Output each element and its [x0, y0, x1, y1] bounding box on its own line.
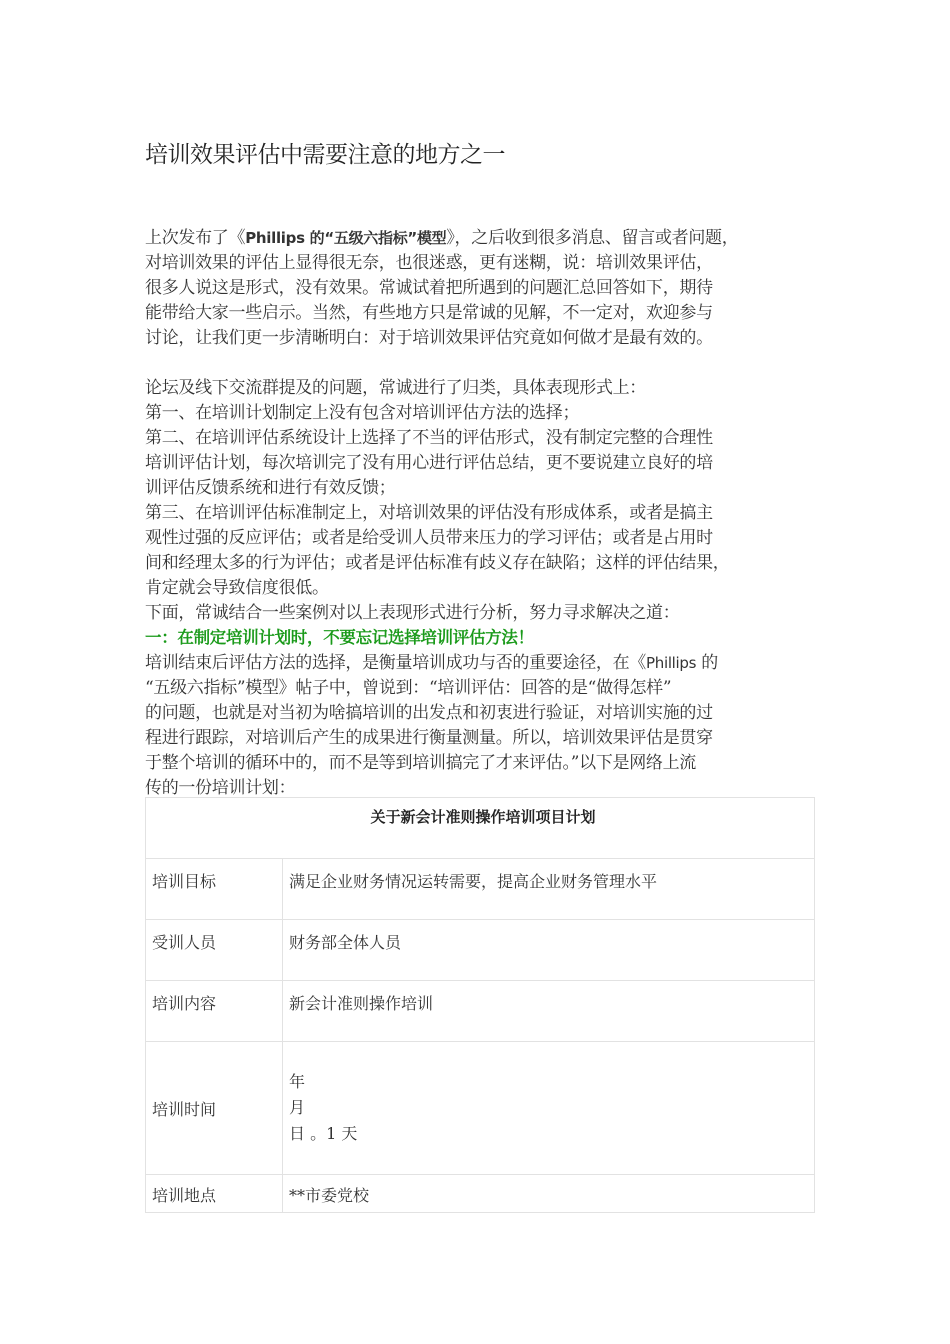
body-line: 的问题，也就是对当初为啥搞培训的出发点和初衷进行验证，对培训实施的过 — [145, 703, 713, 723]
section-heading: 一：在制定培训计划时，不要忘记选择培训评估方法！ — [145, 628, 534, 647]
body-line: 程进行跟踪，对培训后产生的成果进行衡量测量。所以，培训效果评估是贯穿 — [145, 728, 713, 748]
training-plan-table — [145, 797, 815, 1213]
intro-line-1 — [145, 226, 738, 250]
body-line: 训评估反馈系统和进行有效反馈； — [145, 478, 396, 498]
body-latin: Phillips — [646, 654, 697, 672]
row-value: 新会计准则操作培训 — [283, 981, 815, 1042]
row-value: 满足企业财务情况运转需要，提高企业财务管理水平 — [283, 859, 815, 920]
row-value: 财务部全体人员 — [283, 920, 815, 981]
page-title: 培训效果评估中需要注意的地方之一 — [145, 142, 505, 168]
row-value: **市委党校 — [283, 1175, 815, 1213]
table-row — [146, 1175, 815, 1213]
body-line: 下面，常诚结合一些案例对以上表现形式进行分析，努力寻求解决之道： — [145, 603, 680, 623]
intro-text: 上次发布了《 — [145, 228, 246, 248]
body-line: 传的一份培训计划： — [145, 778, 296, 798]
table-row — [146, 981, 815, 1042]
row-label: 培训内容 — [146, 981, 283, 1042]
body-line — [145, 651, 718, 675]
body-line: 第二、在培训评估系统设计上选择了不当的评估形式，没有制定完整的合理性 — [145, 428, 713, 448]
body-line: 观性过强的反应评估；或者是给受训人员带来压力的学习评估；或者是占用时 — [145, 528, 713, 548]
table-row — [146, 859, 815, 920]
table-title-row — [146, 798, 815, 859]
body-line: 论坛及线下交流群提及的问题，常诚进行了归类，具体表现形式上： — [145, 378, 646, 398]
intro-line-3: 很多人说这是形式，没有效果。常诚试着把所遇到的问题汇总回答如下，期待 — [145, 278, 713, 298]
date-day: 日 。1 天 — [289, 1124, 358, 1143]
table-row — [146, 920, 815, 981]
row-label: 培训目标 — [146, 859, 283, 920]
date-year: 年 — [289, 1072, 306, 1091]
body-line: 培训评估计划，每次培训完了没有用心进行评估总结，更不要说建立良好的培 — [145, 453, 713, 473]
row-label: 培训时间 — [146, 1042, 283, 1175]
row-label: 受训人员 — [146, 920, 283, 981]
table-title: 关于新会计准则操作培训项目计划 — [146, 798, 815, 859]
body-line: “五级六指标”模型》帖子中，曾说到：“培训评估：回答的是“做得怎样” — [145, 678, 672, 698]
intro-text: 》，之后收到很多消息、留言或者问题， — [446, 228, 739, 248]
body-line: 于整个培训的循环中的，而不是等到培训搞完了才来评估。”以下是网络上流 — [145, 753, 696, 773]
row-label: 培训地点 — [146, 1175, 283, 1213]
body-line: 第一、在培训计划制定上没有包含对培训评估方法的选择； — [145, 403, 580, 423]
table-row — [146, 1042, 815, 1175]
body-text: 的 — [696, 653, 718, 673]
date-month: 月 — [289, 1098, 306, 1117]
intro-line-4: 能带给大家一些启示。当然，有些地方只是常诚的见解，不一定对，欢迎参与 — [145, 303, 713, 323]
row-value — [283, 1042, 815, 1175]
body-line: 肯定就会导致信度很低。 — [145, 578, 329, 598]
body-line: 间和经理太多的行为评估；或者是评估标准有歧义存在缺陷；这样的评估结果， — [145, 553, 730, 573]
intro-line-2: 对培训效果的评估上显得很无奈，也很迷惑，更有迷糊，说：培训效果评估， — [145, 253, 713, 273]
body-line: 第三、在培训评估标准制定上，对培训效果的评估没有形成体系，或者是搞主 — [145, 503, 713, 523]
intro-bold-link: Phillips 的“五级六指标”模型 — [245, 229, 447, 247]
body-text: 培训结束后评估方法的选择，是衡量培训成功与否的重要途径，在《 — [145, 653, 646, 673]
intro-line-5: 讨论，让我们更一步清晰明白：对于培训效果评估究竟如何做才是最有效的。 — [145, 328, 713, 348]
